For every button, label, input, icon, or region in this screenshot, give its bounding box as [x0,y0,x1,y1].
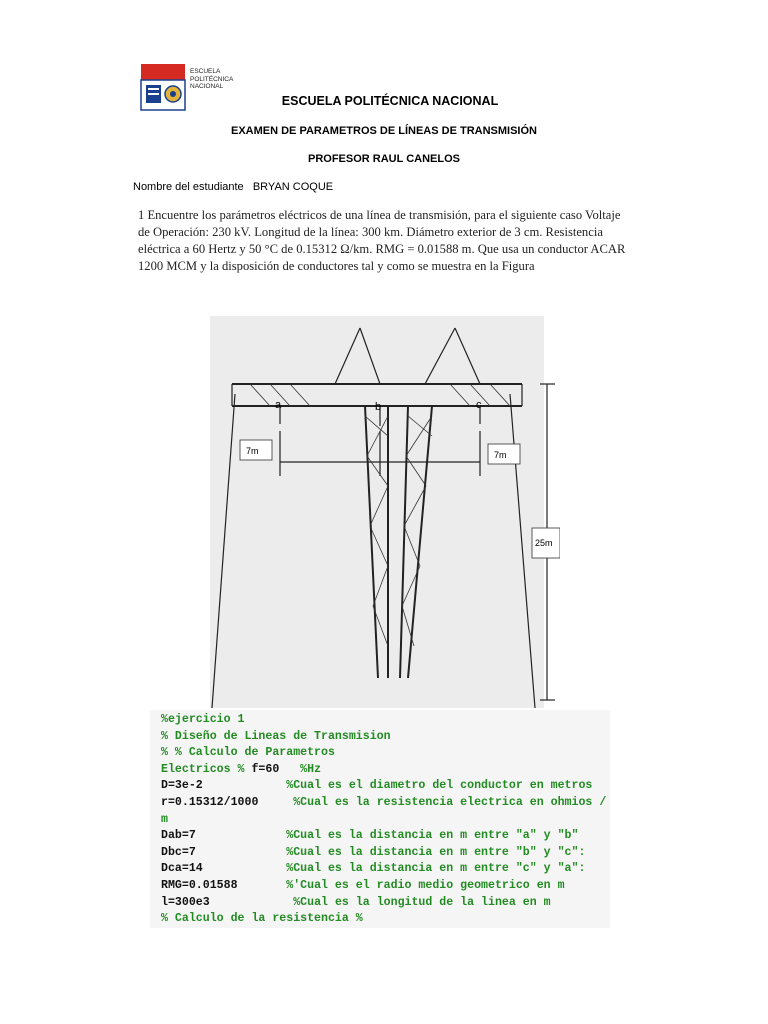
dim-right-label: 7m [494,450,507,460]
code-comment: m [161,812,168,826]
phase-c-label: c [476,399,482,411]
dim-height-label: 25m [535,538,553,548]
student-name: Nombre del estudiante BRYAN COQUE [133,181,334,193]
code-comment: %Cual es la resistencia electrica en ohmios / [293,795,607,809]
code-statement: Dbc=7 [161,845,287,859]
professor-name: PROFESOR RAUL CANELOS [308,153,460,165]
phase-b-label: b [375,401,382,413]
code-statement: Dca=14 [161,862,287,876]
code-line [161,861,610,878]
code-comment: %Hz [300,762,322,776]
problem-statement [138,207,638,275]
code-line [161,762,610,779]
dim-left-label: 7m [246,446,259,456]
code-comment: % Calculo de la resistencia % [161,912,363,926]
code-comment: %Cual es la distancia en m entre "c" y "a": [286,862,586,876]
problem-line: 1200 MCM y la disposición de conductores tal y como se muestra en la Figura [138,259,535,273]
problem-line: eléctrica a 60 Hertz y 50 °C de 0.15312 Ω/km. RMG = 0.01588 m. Que usa un conductor ACAR [138,242,626,256]
tower-drawing [210,316,560,708]
code-statement: f=60 [251,762,301,776]
code-line [161,712,610,729]
logo-red-band [141,64,185,80]
code-line [161,845,610,862]
problem-line: 1 Encuentre los parámetros eléctricos de una línea de transmisión, para el siguiente caso Voltaje [138,208,621,222]
code-comment: %'Cual es el radio medio geometrico en m [286,878,565,892]
problem-line: de Operación: 230 kV. Longitud de la línea: 300 km. Diámetro exterior de 3 cm. Resistencia [138,225,603,239]
code-statement: D=3e-2 [161,779,287,793]
code-line [161,745,610,762]
code-statement: Dab=7 [161,829,287,843]
code-comment: Electricos % [161,762,252,776]
code-line [161,828,610,845]
phase-a-label: a [275,399,282,411]
tower-figure [210,316,560,708]
code-statement: RMG=0.01588 [161,878,287,892]
code-line [161,795,610,812]
code-comment: %Cual es la distancia en m entre "b" y "c": [286,845,586,859]
exam-subtitle: EXAMEN DE PARAMETROS DE LÍNEAS DE TRANSMISIÓN [231,125,537,137]
code-line [161,729,610,746]
code-comment: %Cual es el diametro del conductor en metros [286,779,593,793]
code-comment: %Cual es la longitud de la linea en m [293,895,551,909]
code-line [161,812,610,829]
matlab-code-block [150,710,610,928]
code-comment: % % Calculo de Parametros [161,746,335,760]
code-line [161,778,610,795]
code-statement: r=0.15312/1000 [161,795,294,809]
page-title: ESCUELA POLITÉCNICA NACIONAL [281,94,499,108]
code-statement: l=300e3 [161,895,294,909]
code-comment: %Cual es la distancia en m entre "a" y "b" [286,829,579,843]
code-line [161,878,610,895]
code-comment: % Diseño de Lineas de Transmision [161,729,391,743]
code-comment: %ejercicio 1 [161,713,245,726]
logo-text: ESCUELA POLITÉCNICA NACIONAL [190,68,234,90]
code-line [161,911,610,928]
code-line [161,895,610,912]
